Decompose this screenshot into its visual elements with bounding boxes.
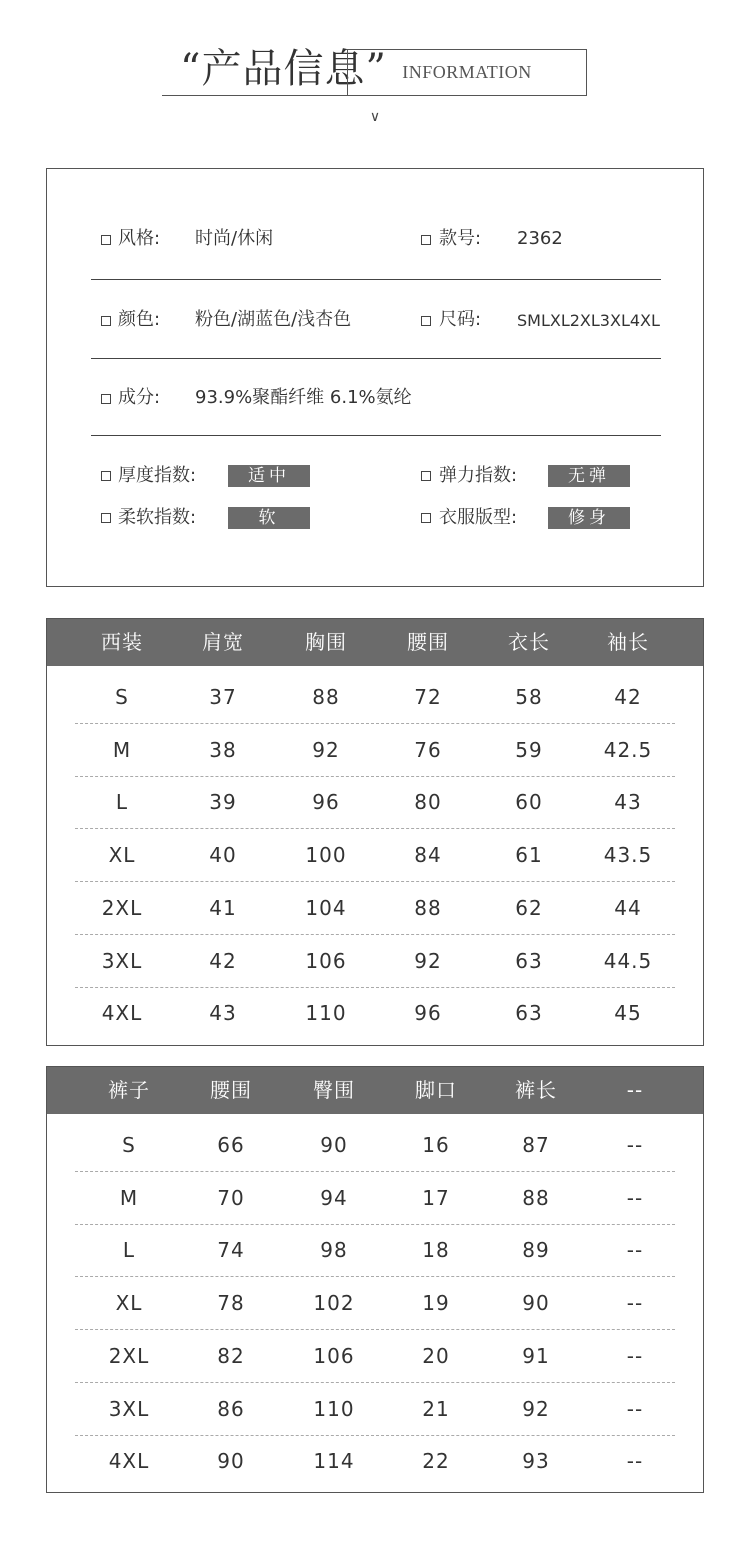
row-divider: [75, 1329, 675, 1330]
row-divider: [75, 1276, 675, 1277]
row-divider: [75, 1382, 675, 1383]
table-cell: 84: [414, 843, 442, 867]
elasticity-tag: 无弹: [548, 465, 630, 487]
size-value: SMLXL2XL3XL4XL: [517, 311, 660, 330]
checkbox-fit: [421, 513, 431, 523]
table-cell: 93: [522, 1449, 550, 1473]
table-cell: 60: [515, 790, 543, 814]
row-divider: [75, 776, 675, 777]
table-cell: 39: [209, 790, 237, 814]
material-label: 成分:: [118, 387, 161, 408]
table-cell: --: [626, 1397, 644, 1421]
table-cell: 44.5: [603, 949, 653, 973]
material-value: 93.9%聚酯纤维 6.1%氨纶: [195, 387, 412, 408]
table-cell: --: [626, 1133, 644, 1157]
table-cell: 114: [313, 1449, 355, 1473]
row-divider: [75, 1224, 675, 1225]
table-cell: 18: [422, 1238, 450, 1262]
row-divider: [75, 881, 675, 882]
row-divider: [75, 828, 675, 829]
header-cell: 腰围: [210, 1078, 252, 1102]
model-value: 2362: [517, 228, 563, 249]
thickness-label: 厚度指数:: [118, 465, 197, 486]
table-cell: 38: [209, 738, 237, 762]
checkbox-style: [101, 235, 111, 245]
chevron-down-icon: ∨: [369, 109, 381, 125]
table-cell: 106: [305, 949, 347, 973]
table-cell: 59: [515, 738, 543, 762]
elasticity-label: 弹力指数:: [439, 465, 518, 486]
size-cell: S: [115, 685, 129, 709]
table-cell: 43: [614, 790, 642, 814]
table-cell: 63: [515, 949, 543, 973]
checkbox-model: [421, 235, 431, 245]
checkbox-size: [421, 316, 431, 326]
checkbox-elasticity: [421, 471, 431, 481]
table-cell: 40: [209, 843, 237, 867]
softness-tag: 软: [228, 507, 310, 529]
table-cell: 90: [217, 1449, 245, 1473]
table-cell: 80: [414, 790, 442, 814]
table-cell: 104: [305, 896, 347, 920]
table-cell: 63: [515, 1001, 543, 1025]
table-cell: 61: [515, 843, 543, 867]
table-cell: 62: [515, 896, 543, 920]
table-cell: 90: [320, 1133, 348, 1157]
header-cell: 西装: [101, 630, 143, 654]
fit-label: 衣服版型:: [439, 507, 518, 528]
table-cell: 72: [414, 685, 442, 709]
size-cell: 4XL: [108, 1449, 150, 1473]
table-cell: 88: [414, 896, 442, 920]
size-cell: S: [122, 1133, 136, 1157]
table-cell: 110: [313, 1397, 355, 1421]
table-cell: 86: [217, 1397, 245, 1421]
size-cell: XL: [115, 1291, 143, 1315]
size-cell: 3XL: [101, 949, 143, 973]
table-cell: --: [626, 1186, 644, 1210]
header-cell: 腰围: [407, 630, 449, 654]
row-divider: [75, 987, 675, 988]
size-cell: 4XL: [101, 1001, 143, 1025]
table-cell: 110: [305, 1001, 347, 1025]
table-cell: --: [626, 1291, 644, 1315]
checkbox-thickness: [101, 471, 111, 481]
table-header: [47, 1067, 703, 1114]
header-cell: 裤长: [515, 1078, 557, 1102]
size-cell: 3XL: [108, 1397, 150, 1421]
table-cell: 76: [414, 738, 442, 762]
table-cell: 96: [312, 790, 340, 814]
row-divider: [75, 934, 675, 935]
table-cell: --: [626, 1344, 644, 1368]
size-cell: M: [112, 738, 132, 762]
table-cell: 20: [422, 1344, 450, 1368]
thickness-tag: 适中: [228, 465, 310, 487]
table-header: [47, 619, 703, 666]
style-label: 风格:: [118, 228, 161, 249]
header-cell: 衣长: [508, 630, 550, 654]
suit-size-table: [46, 618, 704, 1046]
table-cell: --: [626, 1449, 644, 1473]
pants-size-table: [46, 1066, 704, 1493]
header-cell: 裤子: [108, 1078, 150, 1102]
size-cell: L: [122, 1238, 136, 1262]
header-cell: 肩宽: [202, 630, 244, 654]
section-subtitle-box: INFORMATION: [347, 49, 587, 96]
table-cell: 70: [217, 1186, 245, 1210]
table-cell: 74: [217, 1238, 245, 1262]
table-cell: --: [626, 1238, 644, 1262]
row-divider: [75, 1435, 675, 1436]
table-cell: 90: [522, 1291, 550, 1315]
table-cell: 45: [614, 1001, 642, 1025]
header-cell: 臀围: [313, 1078, 355, 1102]
table-cell: 58: [515, 685, 543, 709]
table-cell: 66: [217, 1133, 245, 1157]
table-cell: 16: [422, 1133, 450, 1157]
table-cell: 44: [614, 896, 642, 920]
table-cell: 43: [209, 1001, 237, 1025]
divider: [91, 435, 661, 436]
size-cell: 2XL: [101, 896, 143, 920]
table-cell: 88: [312, 685, 340, 709]
table-cell: 22: [422, 1449, 450, 1473]
table-cell: 89: [522, 1238, 550, 1262]
table-cell: 92: [414, 949, 442, 973]
fit-tag: 修身: [548, 507, 630, 529]
table-cell: 17: [422, 1186, 450, 1210]
header-cell: 胸围: [305, 630, 347, 654]
table-cell: 41: [209, 896, 237, 920]
table-cell: 19: [422, 1291, 450, 1315]
size-cell: L: [115, 790, 129, 814]
header-cell: 袖长: [607, 630, 649, 654]
checkbox-material: [101, 394, 111, 404]
table-cell: 98: [320, 1238, 348, 1262]
table-cell: 96: [414, 1001, 442, 1025]
row-divider: [75, 723, 675, 724]
table-cell: 87: [522, 1133, 550, 1157]
section-title: “产品信息”: [180, 46, 387, 92]
table-cell: 42.5: [603, 738, 653, 762]
table-cell: 88: [522, 1186, 550, 1210]
table-cell: 82: [217, 1344, 245, 1368]
style-value: 时尚/休闲: [195, 228, 274, 249]
divider: [91, 358, 661, 359]
divider: [91, 279, 661, 280]
title-underline: [162, 95, 348, 96]
row-divider: [75, 1171, 675, 1172]
table-cell: 100: [305, 843, 347, 867]
size-cell: M: [119, 1186, 139, 1210]
table-cell: 42: [614, 685, 642, 709]
header-cell: 脚口: [415, 1078, 457, 1102]
size-cell: 2XL: [108, 1344, 150, 1368]
table-cell: 43.5: [603, 843, 653, 867]
checkbox-color: [101, 316, 111, 326]
table-cell: 78: [217, 1291, 245, 1315]
checkbox-softness: [101, 513, 111, 523]
header-cell: --: [626, 1078, 644, 1102]
model-label: 款号:: [439, 228, 482, 249]
table-cell: 21: [422, 1397, 450, 1421]
size-cell: XL: [108, 843, 136, 867]
color-label: 颜色:: [118, 309, 161, 330]
table-cell: 91: [522, 1344, 550, 1368]
size-label: 尺码:: [439, 309, 482, 330]
softness-label: 柔软指数:: [118, 507, 197, 528]
table-cell: 94: [320, 1186, 348, 1210]
table-cell: 92: [312, 738, 340, 762]
table-cell: 106: [313, 1344, 355, 1368]
color-value: 粉色/湖蓝色/浅杏色: [195, 309, 352, 330]
table-cell: 102: [313, 1291, 355, 1315]
table-cell: 92: [522, 1397, 550, 1421]
table-cell: 37: [209, 685, 237, 709]
product-info-box: [46, 168, 704, 587]
table-cell: 42: [209, 949, 237, 973]
